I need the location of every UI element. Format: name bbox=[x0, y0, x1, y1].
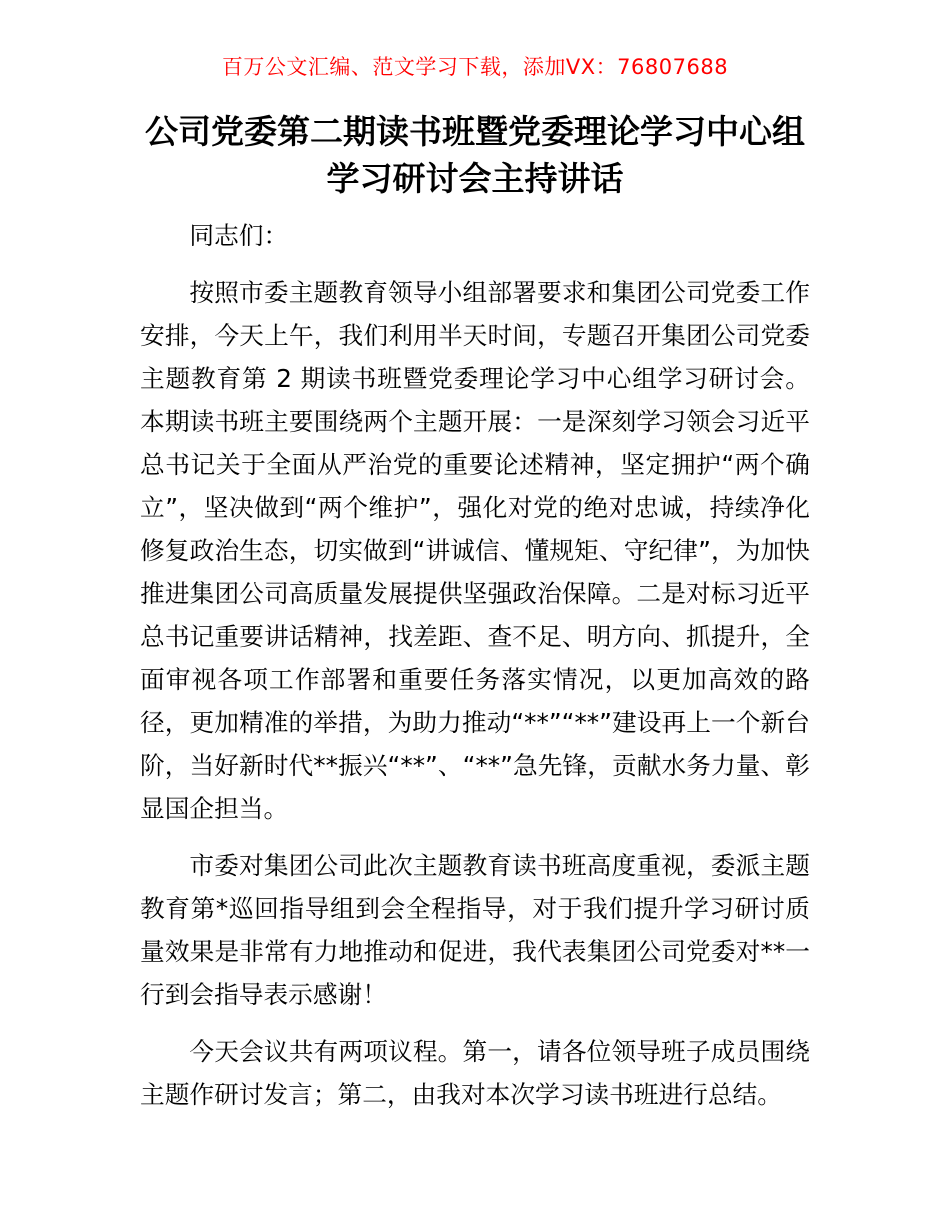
body-paragraph-1: 按照市委主题教育领导小组部署要求和集团公司党委工作安排，今天上午，我们利用半天时间，专题召开集团公司党委主题教育第 2 期读书班暨党委理论学习中心组学习研讨会。本期读书班主要围绕两个主题开展：一是深刻学习领会习近平总书记关于全面从严治党的重要论述精神，坚定拥护“两个确立”，坚决做到“两个维护”，强化对党的绝对忠诚，持续净化修复政治生态，切实做到“讲诚信、懂规矩、守纪律”，为加快推进集团公司高质量发展提供坚强政治保障。二是对标习近平总书记重要讲话精神，找差距、查不足、明方向、抓提升，全面审视各项工作部署和重要任务落实情况，以更加高效的路径，更加精准的举措，为助力推动“**”“**”建设再上一个新台阶，当好新时代**振兴“**”、“**”急先锋，贡献水务力量、彰显国企担当。 bbox=[140, 278, 810, 823]
document-body bbox=[140, 214, 810, 1116]
document-title: 公司党委第二期读书班暨党委理论学习中心组学习研讨会主持讲话 bbox=[145, 112, 805, 198]
salutation-paragraph: 同志们： bbox=[189, 221, 289, 250]
body-paragraph-2: 市委对集团公司此次主题教育读书班高度重视，委派主题教育第*巡回指导组到会全程指导，对于我们提升学习研讨质量效果是非常有力地推动和促进，我代表集团公司党委对**一行到会指导表示感谢！ bbox=[140, 851, 810, 1009]
body-paragraph-3: 今天会议共有两项议程。第一，请各位领导班子成员围绕主题作研讨发言；第二，由我对本次学习读书班进行总结。 bbox=[140, 1037, 810, 1109]
promo-header: 百万公文汇编、范文学习下载，添加VX：76807688 bbox=[221, 55, 729, 79]
